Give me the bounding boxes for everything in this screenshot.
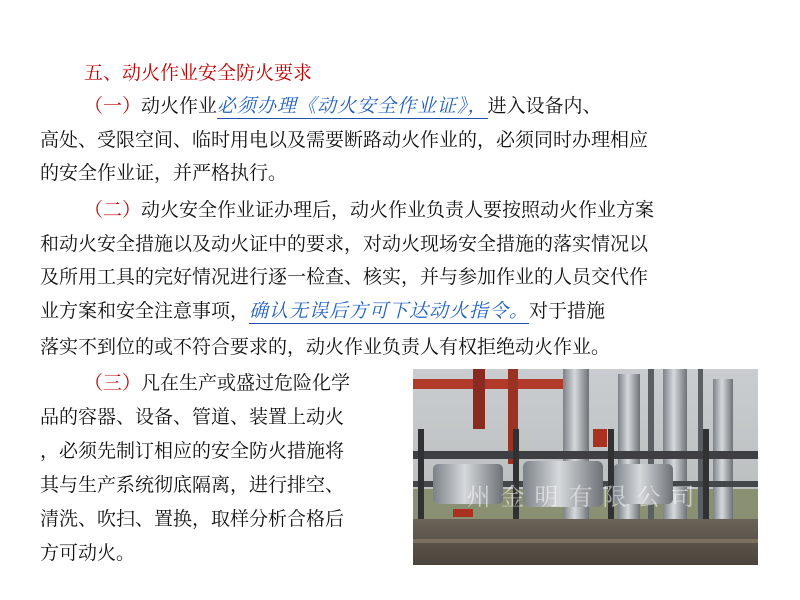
p1-number: （一） xyxy=(84,95,142,117)
p2-line-1 xyxy=(84,197,654,223)
p3-line-2: 品的容器、设备、管道、装置上动火 xyxy=(40,406,345,428)
p1-handwritten-note: 必须办理《动火安全作业证》， xyxy=(217,95,488,117)
photo-watermark: 州金明有限公司 xyxy=(466,483,705,511)
p1-text-a: 动火作业 xyxy=(141,95,218,117)
p3-line-1 xyxy=(84,370,350,396)
p1-line-2: 高处、受限空间、临时用电以及需要断路动火作业的，必须同时办理相应 xyxy=(40,129,649,151)
p2-text-4c: 对于措施 xyxy=(529,300,606,322)
p3-line-5: 清洗、吹扫、置换，取样分析合格后 xyxy=(40,508,345,530)
equipment-photo xyxy=(413,369,758,565)
p2-line-3: 及所用工具的完好情况进行逐一检查、核实，并与参加作业的人员交代作 xyxy=(40,266,649,288)
p1-line-1 xyxy=(84,93,602,119)
p2-handwritten-note: 确认无误后方可下达动火指令。 xyxy=(249,300,530,322)
p3-text-1: 凡在生产或盛过危险化学 xyxy=(141,372,351,394)
p2-line-2: 和动火安全措施以及动火证中的要求，对动火现场安全措施的落实情况以 xyxy=(40,233,649,255)
p3-line-3: ，必须先制订相应的安全防火措施将 xyxy=(40,440,345,462)
p2-number: （二） xyxy=(84,199,142,221)
p2-line-5: 落实不到位的或不符合要求的，动火作业负责人有权拒绝动火作业。 xyxy=(40,336,611,358)
p3-number: （三） xyxy=(84,372,142,394)
p2-text-4a: 业方案和安全注意事项， xyxy=(40,300,250,322)
p3-line-4: 其与生产系统彻底隔离，进行排空、 xyxy=(40,474,345,496)
equipment-photo-illustration xyxy=(413,369,758,565)
section-title: 五、动火作业安全防火要求 xyxy=(84,62,313,84)
p3-line-6: 方可动火。 xyxy=(40,542,136,564)
p2-text-1: 动火安全作业证办理后，动火作业负责人要按照动火作业方案 xyxy=(141,199,655,221)
p1-line-3: 的安全作业证，并严格执行。 xyxy=(40,162,288,184)
p1-text-c: 进入设备内、 xyxy=(487,95,602,117)
p2-line-4 xyxy=(40,298,605,324)
